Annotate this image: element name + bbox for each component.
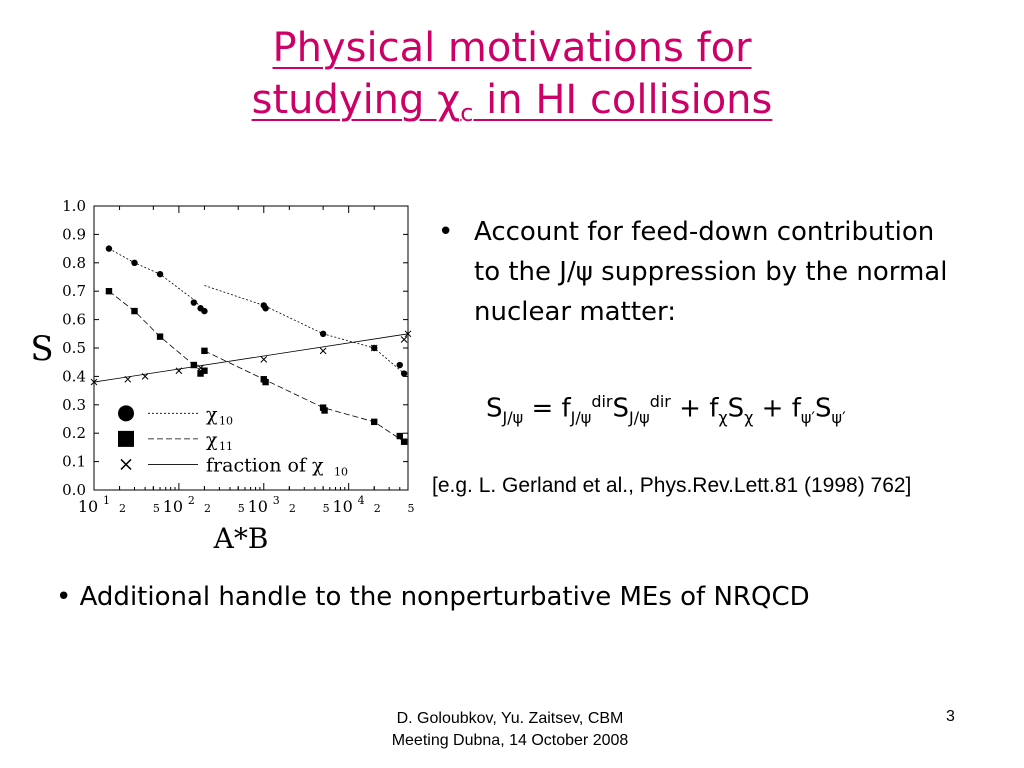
title-line-2-post: in HI collisions <box>473 77 773 123</box>
x-axis-label: A*B <box>213 522 269 555</box>
y-tick-label: 0.6 <box>62 310 86 329</box>
chi10-point <box>106 245 112 251</box>
x-tick-label-minor: 5 <box>322 502 330 515</box>
footer-credits <box>330 708 690 752</box>
legend-label-sub: 10 <box>334 465 348 479</box>
x-tick-label-minor: 2 <box>203 502 211 515</box>
chi11-point <box>397 433 403 439</box>
y-tick-label: 0.9 <box>62 225 86 244</box>
legend-square-marker <box>118 431 134 447</box>
title-line-2-sub: c <box>460 99 474 127</box>
formula-sub-jpsi-f: J/ψ <box>570 407 592 427</box>
formula-sub-psip: ψ′ <box>800 407 816 427</box>
chi10-point <box>262 305 268 311</box>
x-tick-label: 10 <box>247 497 268 516</box>
title-line-1: Physical motivations for <box>272 25 752 71</box>
y-tick-label: 0.2 <box>62 424 86 443</box>
x-tick-label: 10 <box>162 497 184 516</box>
chi11-point <box>201 348 207 354</box>
footer-line-2: Meeting Dubna, 14 October 2008 <box>391 732 629 749</box>
x-tick-label-minor: 2 <box>288 502 296 515</box>
y-axis-label: S <box>30 329 54 369</box>
x-tick-label-exponent: 4 <box>357 494 365 507</box>
chi11-point <box>321 407 327 413</box>
bullet-feed-down <box>438 212 958 332</box>
x-tick-label-exponent: 1 <box>103 494 110 507</box>
formula-s-4: S <box>815 393 832 424</box>
y-tick-label: 0.8 <box>62 253 86 272</box>
formula-plus-2: + f <box>753 393 801 424</box>
legend-label: χ <box>206 428 218 451</box>
title-line-2-pre: studying χ <box>251 77 461 123</box>
formula-s-2: S <box>612 393 630 424</box>
chi11-point <box>401 439 407 445</box>
footer-line-1: D. Goloubkov, Yu. Zaitsev, CBM <box>396 710 624 727</box>
chi10-point <box>157 271 163 277</box>
chi11-point <box>201 368 207 374</box>
legend-label: χ <box>206 403 218 426</box>
chi11-point <box>157 333 163 339</box>
chi11-point <box>106 288 112 294</box>
legend-label: fraction of χ <box>206 454 324 477</box>
y-tick-label: 0.4 <box>62 367 86 386</box>
formula-sup-dir-2: dir <box>649 392 671 411</box>
series-line <box>109 249 204 311</box>
suppression-chart <box>14 190 414 560</box>
formula-eq: = f <box>523 393 571 424</box>
formula-sub-chi-s: χ <box>744 407 754 427</box>
page-number: 3 <box>946 708 955 725</box>
formula-sub-jpsi: J/ψ <box>502 407 524 427</box>
chi11-point <box>262 379 268 385</box>
legend-label-sub: 11 <box>219 439 233 453</box>
x-tick-label-minor: 5 <box>237 502 245 515</box>
bullet-feed-down-text: Account for feed-down contribution to the J/ψ suppression by the normal <box>474 217 948 287</box>
feed-down-formula <box>486 392 846 427</box>
legend-label-sub: 10 <box>219 414 233 428</box>
y-tick-label: 0.1 <box>62 452 86 471</box>
chi10-point <box>191 299 197 305</box>
chi11-point <box>131 308 137 314</box>
chi10-point <box>397 362 403 368</box>
plot-frame <box>94 206 408 490</box>
chi10-point <box>320 331 326 337</box>
series-line <box>109 291 204 373</box>
x-tick-label-minor: 2 <box>373 502 381 515</box>
reference-citation: [e.g. L. Gerland et al., Phys.Rev.Lett.81 (1998) 762] <box>432 474 912 497</box>
series-line-2 <box>204 351 404 442</box>
title-line-2 <box>0 74 1024 139</box>
x-tick-label-minor: 5 <box>407 502 414 515</box>
y-tick-label: 1.0 <box>62 197 86 215</box>
y-tick-label: 0.7 <box>62 282 86 301</box>
x-tick-label: 10 <box>77 497 99 516</box>
x-tick-label-minor: 5 <box>152 502 160 515</box>
legend-circle-marker <box>118 405 134 421</box>
formula-s-3: S <box>727 393 745 424</box>
bullet-nrqcd: • Additional handle to the nonperturbative MEs of NRQCD <box>56 582 810 612</box>
slide-title <box>0 22 1024 139</box>
formula-plus-1: + f <box>670 393 719 424</box>
x-tick-label-minor: 2 <box>119 502 127 515</box>
x-tick-label: 10 <box>332 497 353 516</box>
y-tick-label: 0.5 <box>62 339 86 357</box>
chi10-point <box>401 370 407 376</box>
x-tick-label-exponent: 3 <box>272 494 280 507</box>
formula-sup-dir: dir <box>591 392 613 411</box>
chi11-point <box>371 419 377 425</box>
formula-sub-chi: χ <box>718 407 728 427</box>
formula-sub-psip-s: ψ′ <box>831 407 846 427</box>
series-line <box>94 334 408 382</box>
y-tick-label: 0.3 <box>62 395 86 414</box>
chi10-point <box>201 308 207 314</box>
bullet-feed-down-text-2: nuclear matter: <box>474 297 676 327</box>
x-tick-label-exponent: 2 <box>187 494 195 507</box>
bullet-marker: • <box>438 217 454 247</box>
formula-s: S <box>486 393 503 424</box>
chi10-point <box>131 260 137 266</box>
formula-sub-jpsi-s: J/ψ <box>629 407 650 427</box>
y-tick-label: 0.0 <box>62 481 86 499</box>
